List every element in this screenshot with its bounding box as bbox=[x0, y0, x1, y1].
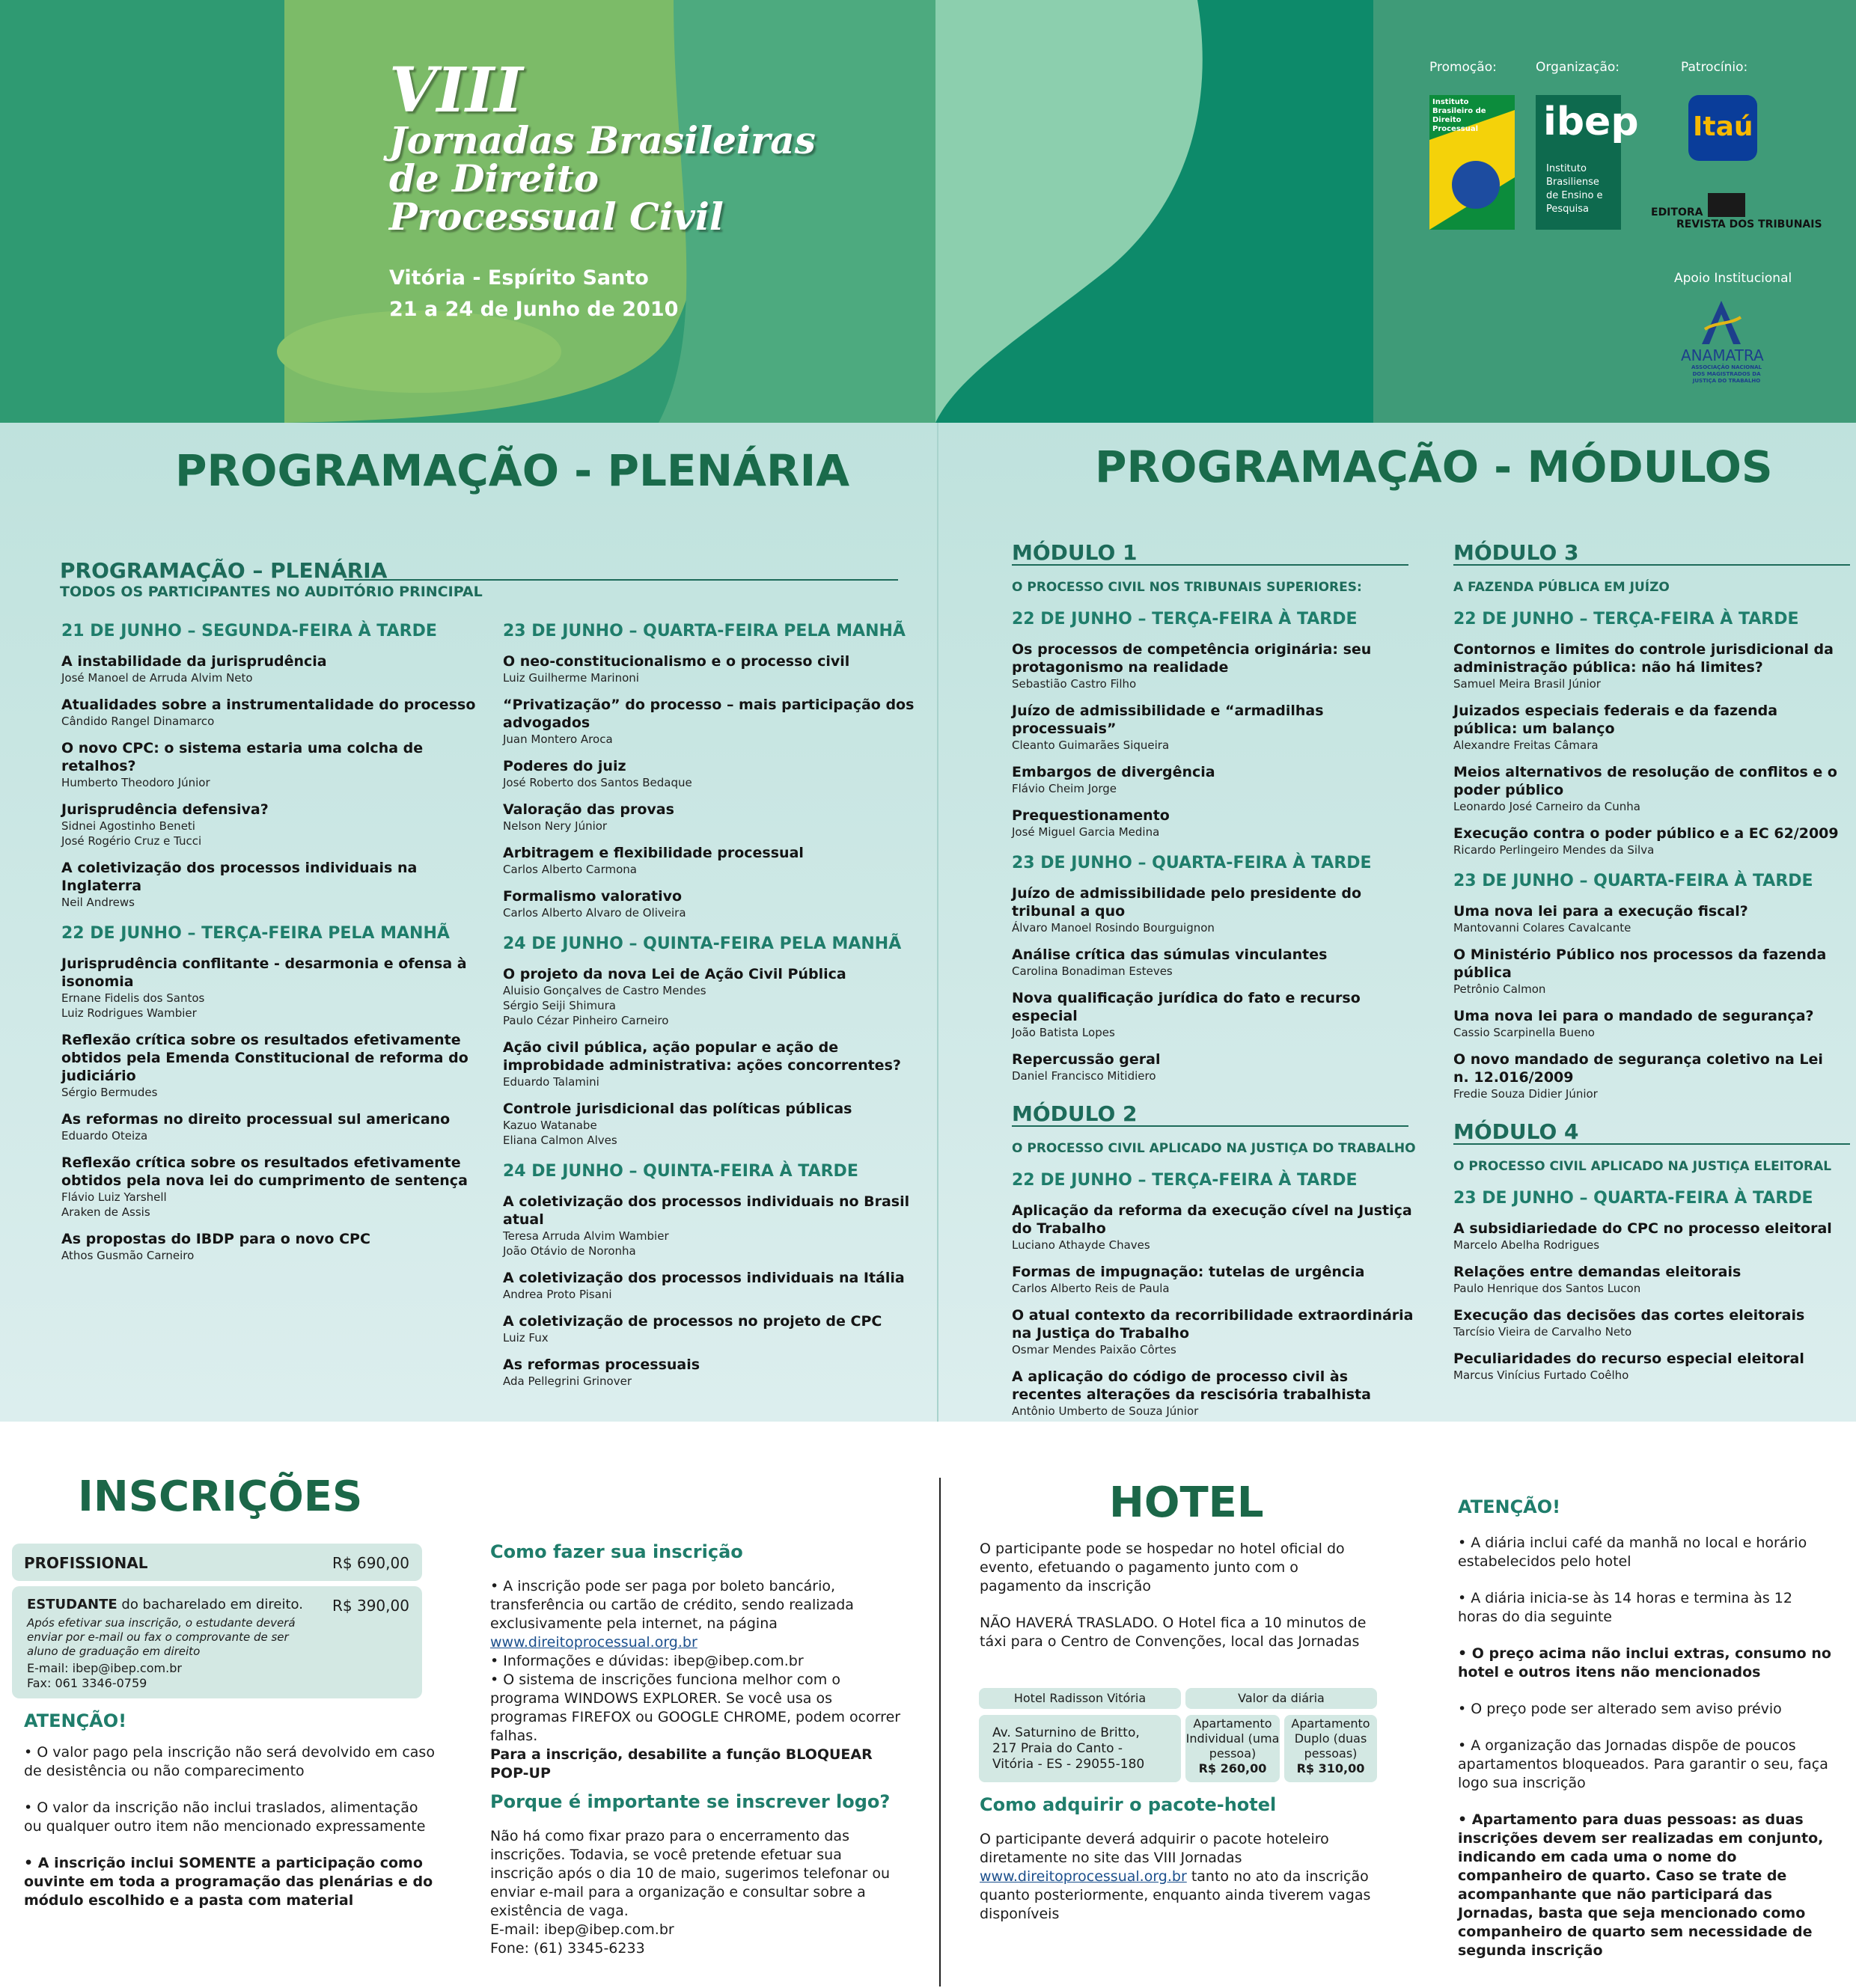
rt-editora-text: EDITORA bbox=[1651, 207, 1703, 218]
event-dates: 21 a 24 de Junho de 2010 bbox=[389, 298, 679, 321]
edition-number: VIII bbox=[389, 55, 523, 126]
hotel-note-3: • O preço acima não inclui extras, consumo no hotel e outros itens não mencionados bbox=[1458, 1645, 1831, 1680]
anamatra-text: ANAMATRA bbox=[1681, 346, 1764, 364]
talk-title: O novo mandado de segurança coletivo na Lei n. 12.016/2009 bbox=[1453, 1051, 1823, 1086]
inscricoes-atencao: ATENÇÃO! bbox=[24, 1710, 127, 1731]
hotel-atencao: ATENÇÃO! bbox=[1458, 1496, 1561, 1517]
plenaria-sub-title: PROGRAMAÇÃO – PLENÁRIA bbox=[60, 558, 388, 583]
como-inscricao-text bbox=[490, 1577, 909, 1783]
talk-title: Jurisprudência conflitante - desarmonia e ofensa à isonomia bbox=[61, 955, 467, 990]
como-p4: Para a inscrição, desabilite a função BLOQUEAR POP-UP bbox=[490, 1746, 873, 1781]
hotel-note-6: • Apartamento para duas pessoas: as duas inscrições devem ser realizadas em conjunto, indicando em cada uma o nome do companheiro de quarto. Caso se trate de acompanhante que não participará das Jornadas, basta que seja mencionado como companheiro de quarto sem necessidade de segunda inscrição bbox=[1458, 1811, 1824, 1959]
speaker-name: Ada Pellegrini Grinover bbox=[503, 1374, 632, 1388]
day-heading: 24 DE JUNHO – QUINTA-FEIRA À TARDE bbox=[503, 1162, 858, 1181]
band-divider bbox=[937, 423, 938, 1422]
hotel-address-cell bbox=[979, 1715, 1181, 1782]
modulos-column-1 bbox=[1012, 542, 1416, 1419]
ind-price: R$ 260,00 bbox=[1198, 1761, 1267, 1776]
module-subtitle: O PROCESSO CIVIL NOS TRIBUNAIS SUPERIORES: bbox=[1012, 580, 1362, 595]
speaker-name: João Batista Lopes bbox=[1012, 1026, 1115, 1039]
hotel-note-1: • A diária inclui café da manhã no local e horário estabelecidos pelo hotel bbox=[1458, 1535, 1807, 1570]
speaker-name: Carlos Alberto Alvaro de Oliveira bbox=[503, 906, 686, 920]
speaker-name: Leonardo José Carneiro da Cunha bbox=[1453, 800, 1640, 813]
hotel-note-4: • O preço pode ser alterado sem aviso prévio bbox=[1458, 1701, 1782, 1717]
como-p1: • A inscrição pode ser paga por boleto bancário, transferência ou cartão de crédito, sendo realizada exclusivamente pela internet, na página bbox=[490, 1578, 854, 1632]
ind-label: Apartamento Individual (uma pessoa) bbox=[1185, 1716, 1280, 1761]
speaker-name: Neil Andrews bbox=[61, 896, 135, 909]
bottom-divider bbox=[939, 1478, 941, 1987]
talk-title: Aplicação da reforma da execução cível na Justiça do Trabalho bbox=[1012, 1202, 1412, 1237]
talk-title: Relações entre demandas eleitorais bbox=[1453, 1264, 1741, 1280]
estudante-price: R$ 390,00 bbox=[332, 1597, 409, 1615]
speaker-name: Daniel Francisco Mitidiero bbox=[1012, 1069, 1156, 1083]
speaker-name: Luiz Guilherme Marinoni bbox=[503, 671, 639, 685]
speaker-name: Sidnei Agostinho Beneti bbox=[61, 819, 195, 833]
hotel-title: HOTEL bbox=[1109, 1478, 1264, 1527]
como-p2: • Informações e dúvidas: ibep@ibep.com.br bbox=[490, 1653, 804, 1669]
talk-title: O projeto da nova Lei de Ação Civil Pública bbox=[503, 966, 846, 982]
plenaria-column-1 bbox=[61, 608, 480, 1263]
inscricoes-note-1: • O valor pago pela inscrição não será devolvido em caso de desistência ou não comparecimento bbox=[24, 1744, 435, 1779]
speaker-name: Flávio Luiz Yarshell bbox=[61, 1190, 167, 1204]
anamatra-logo-icon bbox=[1699, 299, 1744, 346]
modulos-column-2 bbox=[1453, 542, 1843, 1383]
itau-logo-text: Itaú bbox=[1693, 111, 1753, 142]
como-inscricao-title: Como fazer sua inscrição bbox=[490, 1541, 743, 1562]
speaker-name: Antônio Umberto de Souza Júnior bbox=[1012, 1404, 1199, 1418]
inscricoes-note-2: • O valor da inscrição não inclui traslados, alimentação ou qualquer outro item não mencionado expressamente bbox=[24, 1799, 426, 1835]
day-heading: 23 DE JUNHO – QUARTA-FEIRA À TARDE bbox=[1012, 854, 1372, 872]
talk-title: O neo-constitucionalismo e o processo civil bbox=[503, 653, 850, 670]
speaker-name: Eduardo Talamini bbox=[503, 1075, 599, 1089]
talk-title: Repercussão geral bbox=[1012, 1051, 1161, 1068]
talk-title: As reformas no direito processual sul americano bbox=[61, 1111, 451, 1128]
talk-title: Execução contra o poder público e a EC 62/2009 bbox=[1453, 825, 1839, 842]
estudante-note: Após efetivar sua inscrição, o estudante deverá enviar por e-mail ou fax o comprovante de ser aluno de graduação em direito bbox=[27, 1616, 296, 1658]
talk-title: O novo CPC: o sistema estaria uma colcha de retalhos? bbox=[61, 740, 424, 774]
promocao-label: Promoção: bbox=[1429, 60, 1497, 75]
title-line-1: Jornadas Brasileiras bbox=[389, 118, 816, 162]
speaker-name: José Miguel Garcia Medina bbox=[1012, 825, 1160, 839]
module-title: MÓDULO 2 bbox=[1012, 1103, 1408, 1127]
talk-title: Os processos de competência originária: seu protagonismo na realidade bbox=[1012, 641, 1372, 676]
speaker-name: José Rogério Cruz e Tucci bbox=[61, 834, 202, 848]
pacote-site-link[interactable]: www.direitoprocessual.org.br bbox=[980, 1868, 1187, 1885]
talk-title: Jurisprudência defensiva? bbox=[61, 801, 269, 818]
porque-p: Não há como fixar prazo para o encerramento das inscrições. Todavia, se você pretende efetuar sua inscrição após o dia 10 de maio, sugerimos telefonar ou enviar e-mail para a organização e consultar sobre a existência de vaga. bbox=[490, 1828, 891, 1919]
speaker-name: Luiz Rodrigues Wambier bbox=[61, 1006, 197, 1020]
estudante-line bbox=[27, 1597, 303, 1612]
modulos-big-title: PROGRAMAÇÃO - MÓDULOS bbox=[1095, 441, 1773, 492]
porque-title: Porque é importante se inscrever logo? bbox=[490, 1791, 891, 1812]
speaker-name: Paulo Cézar Pinheiro Carneiro bbox=[503, 1014, 669, 1027]
speaker-name: Osmar Mendes Paixão Côrtes bbox=[1012, 1343, 1176, 1357]
talk-title: A coletivização dos processos individuais na Itália bbox=[503, 1270, 905, 1286]
speaker-name: Sérgio Seiji Shimura bbox=[503, 999, 616, 1012]
apartamento-duplo-cell bbox=[1284, 1715, 1377, 1782]
talk-title: Uma nova lei para a execução fiscal? bbox=[1453, 903, 1748, 920]
speaker-name: José Manoel de Arruda Alvim Neto bbox=[61, 671, 253, 685]
plenaria-sub-note: TODOS OS PARTICIPANTES NO AUDITÓRIO PRINCIPAL bbox=[60, 584, 483, 600]
event-title bbox=[389, 55, 816, 325]
itau-logo bbox=[1688, 95, 1757, 161]
dup-price: R$ 310,00 bbox=[1296, 1761, 1365, 1776]
speaker-name: Eliana Calmon Alves bbox=[503, 1134, 617, 1147]
estudante-label: ESTUDANTE bbox=[27, 1597, 117, 1612]
talk-title: Formas de impugnação: tutelas de urgência bbox=[1012, 1264, 1365, 1280]
talk-title: Juízo de admissibilidade e “armadilhas processuais” bbox=[1012, 703, 1324, 737]
day-heading: 23 DE JUNHO – QUARTA-FEIRA À TARDE bbox=[1453, 872, 1813, 890]
porque-fone: Fone: (61) 3345-6233 bbox=[490, 1940, 645, 1957]
speaker-name: Luiz Fux bbox=[503, 1331, 549, 1345]
title-line-3: Processual Civil bbox=[389, 195, 724, 239]
day-heading: 22 DE JUNHO – TERÇA-FEIRA À TARDE bbox=[1012, 1171, 1358, 1190]
talk-title: As propostas do IBDP para o novo CPC bbox=[61, 1231, 370, 1247]
pacote-p: O participante deverá adquirir o pacote hoteleiro diretamente no site das VIII Jornadas bbox=[980, 1831, 1329, 1866]
pacote-hotel-text bbox=[980, 1830, 1384, 1924]
header-banner bbox=[0, 0, 1856, 423]
module-subtitle: A FAZENDA PÚBLICA EM JUÍZO bbox=[1453, 580, 1670, 595]
speaker-name: Carlos Alberto Carmona bbox=[503, 863, 637, 876]
ibdp-logo bbox=[1429, 95, 1515, 230]
talk-title: Embargos de divergência bbox=[1012, 764, 1215, 780]
pacote-hotel-title: Como adquirir o pacote-hotel bbox=[980, 1794, 1277, 1815]
day-heading: 22 DE JUNHO – TERÇA-FEIRA À TARDE bbox=[1012, 610, 1358, 628]
talk-title: A coletivização dos processos individuais na Inglaterra bbox=[61, 860, 418, 894]
anamatra-subtext: ASSOCIAÇÃO NACIONAL DOS MAGISTRADOS DA JUSTIÇA DO TRABALHO bbox=[1691, 364, 1762, 384]
speaker-name: Athos Gusmão Carneiro bbox=[61, 1249, 195, 1262]
speaker-name: Araken de Assis bbox=[61, 1205, 150, 1219]
speaker-name: Aluisio Gonçalves de Castro Mendes bbox=[503, 984, 706, 997]
speaker-name: Humberto Theodoro Júnior bbox=[61, 776, 210, 789]
speaker-name: Flávio Cheim Jorge bbox=[1012, 782, 1117, 795]
talk-title: Reflexão crítica sobre os resultados efetivamente obtidos pela nova lei do cumprimento de sentença bbox=[61, 1154, 468, 1189]
plenaria-rule bbox=[344, 579, 898, 581]
day-heading: 23 DE JUNHO – QUARTA-FEIRA À TARDE bbox=[1453, 1189, 1813, 1208]
talk-title: Controle jurisdicional das políticas públicas bbox=[503, 1101, 852, 1117]
rt-revista-text: REVISTA DOS TRIBUNAIS bbox=[1676, 218, 1822, 230]
speaker-name: Tarcísio Vieira de Carvalho Neto bbox=[1453, 1325, 1632, 1339]
ibep-logo-mark: ibep bbox=[1543, 100, 1639, 144]
speaker-name: Fredie Souza Didier Júnior bbox=[1453, 1087, 1598, 1101]
estudante-email: E-mail: ibep@ibep.com.br bbox=[27, 1661, 182, 1675]
talk-title: A coletivização dos processos individuais no Brasil atual bbox=[503, 1193, 910, 1228]
hotel-notes bbox=[1458, 1534, 1832, 1978]
porque-text bbox=[490, 1827, 909, 1958]
day-heading: 23 DE JUNHO – QUARTA-FEIRA PELA MANHÃ bbox=[503, 622, 906, 640]
talk-title: Arbitragem e flexibilidade processual bbox=[503, 845, 804, 861]
estudante-fax: Fax: 061 3346-0759 bbox=[27, 1676, 147, 1690]
talk-title: Nova qualificação jurídica do fato e recurso especial bbox=[1012, 990, 1361, 1024]
talk-title: Atualidades sobre a instrumentalidade do processo bbox=[61, 697, 476, 713]
plenaria-big-title: PROGRAMAÇÃO - PLENÁRIA bbox=[175, 445, 850, 496]
speaker-name: Cassio Scarpinella Bueno bbox=[1453, 1026, 1595, 1039]
rt-logo-icon bbox=[1708, 193, 1745, 217]
inscricao-site-link[interactable]: www.direitoprocessual.org.br bbox=[490, 1634, 697, 1651]
apoio-label: Apoio Institucional bbox=[1674, 271, 1792, 286]
speaker-name: Samuel Meira Brasil Júnior bbox=[1453, 677, 1601, 691]
valor-diaria-cell: Valor da diária bbox=[1185, 1688, 1377, 1709]
talk-title: O atual contexto da recorribilidade extraordinária na Justiça do Trabalho bbox=[1012, 1307, 1414, 1342]
ibep-logo bbox=[1536, 95, 1639, 230]
talk-title: A aplicação do código de processo civil às recentes alterações da rescisória trabalhista bbox=[1012, 1368, 1371, 1403]
module-title: MÓDULO 4 bbox=[1453, 1121, 1850, 1145]
day-heading: 21 DE JUNHO – SEGUNDA-FEIRA À TARDE bbox=[61, 622, 437, 640]
estudante-price-box bbox=[12, 1586, 422, 1698]
speaker-name: Paulo Henrique dos Santos Lucon bbox=[1453, 1282, 1641, 1295]
speaker-name: Andrea Proto Pisani bbox=[503, 1288, 612, 1301]
hotel-text bbox=[980, 1540, 1384, 1669]
plenaria-subheader bbox=[60, 560, 898, 602]
hotel-note-2: • A diária inicia-se às 14 horas e termina às 12 horas do dia seguinte bbox=[1458, 1590, 1792, 1625]
speaker-name: Álvaro Manoel Rosindo Bourguignon bbox=[1012, 921, 1215, 935]
talk-title: Formalismo valorativo bbox=[503, 888, 683, 905]
speaker-name: Cleanto Guimarães Siqueira bbox=[1012, 738, 1170, 752]
patrocinio-label: Patrocínio: bbox=[1681, 60, 1748, 75]
speaker-name: Luciano Athayde Chaves bbox=[1012, 1238, 1150, 1252]
speaker-name: Marcelo Abelha Rodrigues bbox=[1453, 1238, 1600, 1252]
dup-label: Apartamento Duplo (duas pessoas) bbox=[1291, 1716, 1370, 1761]
talk-title: A instabilidade da jurisprudência bbox=[61, 653, 327, 670]
module-title: MÓDULO 1 bbox=[1012, 542, 1408, 566]
hotel-address: Av. Saturnino de Britto, 217 Praia do Canto - Vitória - ES - 29055-180 bbox=[992, 1725, 1145, 1772]
talk-title: Análise crítica das súmulas vinculantes bbox=[1012, 946, 1328, 963]
event-location: Vitória - Espírito Santo bbox=[389, 266, 649, 290]
talk-title: Valoração das provas bbox=[503, 801, 674, 818]
module-subtitle: O PROCESSO CIVIL APLICADO NA JUSTIÇA DO TRABALHO bbox=[1012, 1141, 1416, 1156]
inscricoes-notes bbox=[24, 1743, 436, 1928]
hotel-note-5: • A organização das Jornadas dispõe de poucos apartamentos bloqueados. Para garantir o seu, faça logo sua inscrição bbox=[1458, 1737, 1828, 1791]
speaker-name: Marcus Vinícius Furtado Coêlho bbox=[1453, 1368, 1629, 1382]
speaker-name: Kazuo Watanabe bbox=[503, 1119, 597, 1132]
talk-title: Juízo de admissibilidade pelo presidente do tribunal a quo bbox=[1012, 885, 1362, 920]
talk-title: Uma nova lei para o mandado de segurança? bbox=[1453, 1008, 1814, 1024]
talk-title: “Privatização” do processo – mais participação dos advogados bbox=[503, 697, 915, 731]
talk-title: Poderes do juiz bbox=[503, 758, 626, 774]
module-title: MÓDULO 3 bbox=[1453, 542, 1850, 566]
speaker-name: Juan Montero Aroca bbox=[503, 732, 613, 746]
speaker-name: Eduardo Oteiza bbox=[61, 1129, 148, 1143]
talk-title: As reformas processuais bbox=[503, 1357, 700, 1373]
profissional-price-box bbox=[12, 1544, 422, 1581]
talk-title: Execução das decisões das cortes eleitorais bbox=[1453, 1307, 1805, 1324]
talk-title: Reflexão crítica sobre os resultados efetivamente obtidos pela Emenda Constitucional de reforma do judiciário bbox=[61, 1032, 468, 1084]
como-p3: • O sistema de inscrições funciona melhor com o programa WINDOWS EXPLORER. Se você usa os programas FIREFOX ou GOOGLE CHROME, podem ocorrer falhas. bbox=[490, 1672, 901, 1744]
apartamento-individual-cell bbox=[1185, 1715, 1280, 1782]
speaker-name: Cândido Rangel Dinamarco bbox=[61, 715, 215, 728]
talk-title: Peculiaridades do recurso especial eleitoral bbox=[1453, 1351, 1804, 1367]
hotel-p2: NÃO HAVERÁ TRASLADO. O Hotel fica a 10 minutos de táxi para o Centro de Convenções, local das Jornadas bbox=[980, 1615, 1367, 1650]
inscricoes-title: INSCRIÇÕES bbox=[78, 1472, 363, 1521]
porque-email: E-mail: ibep@ibep.com.br bbox=[490, 1921, 674, 1938]
speaker-name: Sérgio Bermudes bbox=[61, 1086, 158, 1099]
talk-title: Contornos e limites do controle jurisdicional da administração pública: não há limites? bbox=[1453, 641, 1834, 676]
module-subtitle: O PROCESSO CIVIL APLICADO NA JUSTIÇA ELEITORAL bbox=[1453, 1159, 1832, 1174]
plenaria-column-2 bbox=[503, 608, 922, 1389]
speaker-name: José Roberto dos Santos Bedaque bbox=[503, 776, 692, 789]
inscricoes-note-3: • A inscrição inclui SOMENTE a participação como ouvinte em toda a programação das plenárias e do módulo escolhido e a pasta com material bbox=[24, 1855, 433, 1909]
speaker-name: João Otávio de Noronha bbox=[503, 1244, 636, 1258]
organizacao-label: Organização: bbox=[1536, 60, 1620, 75]
speaker-name: Ernane Fidelis dos Santos bbox=[61, 991, 205, 1005]
profissional-price: R$ 690,00 bbox=[332, 1554, 409, 1572]
pacote-p-end: tanto no ato da inscrição quanto posteriormente, enquanto ainda tiverem vagas disponíveis bbox=[980, 1868, 1371, 1922]
talk-title: Juizados especiais federais e da fazenda pública: um balanço bbox=[1453, 703, 1778, 737]
day-heading: 22 DE JUNHO – TERÇA-FEIRA À TARDE bbox=[1453, 610, 1799, 628]
speaker-name: Mantovanni Colares Cavalcante bbox=[1453, 921, 1631, 935]
speaker-name: Alexandre Freitas Câmara bbox=[1453, 738, 1599, 752]
talk-title: Meios alternativos de resolução de conflitos e o poder público bbox=[1453, 764, 1837, 798]
talk-title: O Ministério Público nos processos da fazenda pública bbox=[1453, 946, 1827, 981]
profissional-label: PROFISSIONAL bbox=[24, 1554, 148, 1572]
speaker-name: Petrônio Calmon bbox=[1453, 982, 1546, 996]
talk-title: A coletivização de processos no projeto de CPC bbox=[503, 1313, 882, 1330]
speaker-name: Ricardo Perlingeiro Mendes da Silva bbox=[1453, 843, 1655, 857]
talk-title: Ação civil pública, ação popular e ação de improbidade administrativa: ações concorrentes? bbox=[503, 1039, 901, 1074]
speaker-name: Nelson Nery Júnior bbox=[503, 819, 608, 833]
speaker-name: Sebastião Castro Filho bbox=[1012, 677, 1137, 691]
hotel-p1: O participante pode se hospedar no hotel oficial do evento, efetuando o pagamento junto com o pagamento da inscrição bbox=[980, 1541, 1345, 1594]
day-heading: 22 DE JUNHO – TERÇA-FEIRA PELA MANHÃ bbox=[61, 924, 450, 943]
title-line-2: de Direito bbox=[389, 156, 599, 201]
ibep-logo-text: Instituto Brasiliense de Ensino e Pesquisa bbox=[1546, 163, 1603, 215]
estudante-rest: do bacharelado em direito. bbox=[117, 1597, 303, 1612]
speaker-name: Teresa Arruda Alvim Wambier bbox=[503, 1229, 669, 1243]
day-heading: 24 DE JUNHO – QUINTA-FEIRA PELA MANHÃ bbox=[503, 935, 902, 953]
speaker-name: Carolina Bonadiman Esteves bbox=[1012, 964, 1173, 978]
ibdp-logo-text: Instituto Brasileiro de Direito Processual bbox=[1432, 98, 1486, 133]
hotel-name-cell: Hotel Radisson Vitória bbox=[979, 1688, 1181, 1709]
talk-title: Prequestionamento bbox=[1012, 807, 1170, 824]
talk-title: A subsidiariedade do CPC no processo eleitoral bbox=[1453, 1220, 1832, 1237]
speaker-name: Carlos Alberto Reis de Paula bbox=[1012, 1282, 1170, 1295]
